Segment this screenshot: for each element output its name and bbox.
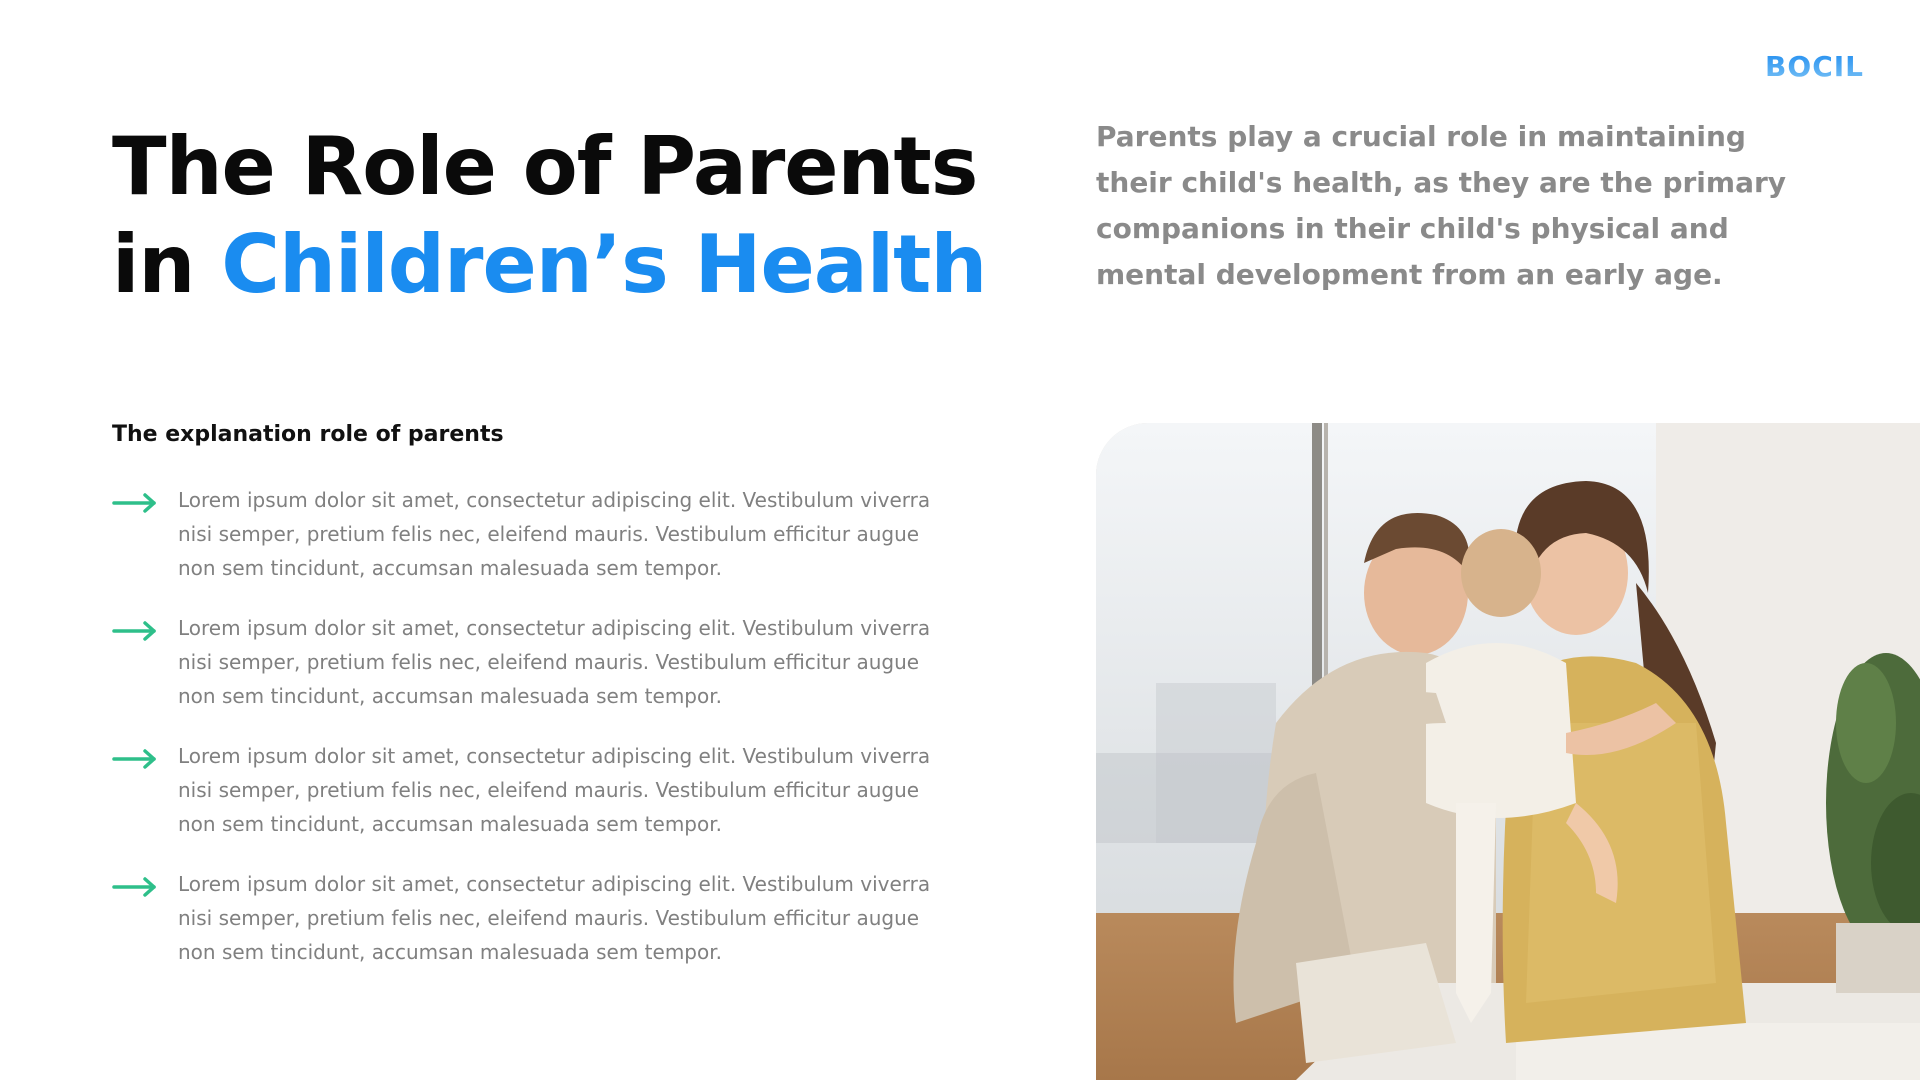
photo-illustration bbox=[1096, 423, 1920, 1080]
arrow-right-icon bbox=[112, 616, 178, 646]
point-text: Lorem ipsum dolor sit amet, consectetur adipiscing elit. Vestibulum viverra nisi semper, pretium felis nec, eleifend mauris. Vestibulum efficitur augue non sem tincidunt, accumsan malesuada sem tempor. bbox=[178, 488, 931, 580]
brand-logo: BOCIL bbox=[1765, 50, 1864, 83]
family-hug-photo bbox=[1096, 423, 1920, 1080]
title-line-1: The Role of Parents bbox=[112, 120, 978, 213]
arrow-right-icon bbox=[112, 744, 178, 774]
list-item bbox=[112, 488, 952, 616]
title-accent: Children’s Health bbox=[221, 218, 987, 311]
list-item bbox=[112, 744, 952, 872]
arrow-right-icon bbox=[112, 488, 178, 518]
list-item bbox=[112, 872, 952, 1000]
page-title bbox=[112, 118, 1012, 314]
point-text: Lorem ipsum dolor sit amet, consectetur adipiscing elit. Vestibulum viverra nisi semper, pretium felis nec, eleifend mauris. Vestibulum efficitur augue non sem tincidunt, accumsan malesuada sem tempor. bbox=[178, 616, 931, 708]
arrow-right-icon bbox=[112, 872, 178, 902]
list-item bbox=[112, 616, 952, 744]
point-text: Lorem ipsum dolor sit amet, consectetur adipiscing elit. Vestibulum viverra nisi semper, pretium felis nec, eleifend mauris. Vestibulum efficitur augue non sem tincidunt, accumsan malesuada sem tempor. bbox=[178, 744, 931, 836]
section-subheading: The explanation role of parents bbox=[112, 422, 504, 447]
points-list bbox=[112, 488, 952, 1000]
title-line-2-prefix: in bbox=[112, 218, 222, 311]
intro-paragraph: Parents play a crucial role in maintaining their child's health, as they are the primary companions in their child's physical and mental development from an early age. bbox=[1096, 120, 1787, 291]
point-text: Lorem ipsum dolor sit amet, consectetur adipiscing elit. Vestibulum viverra nisi semper, pretium felis nec, eleifend mauris. Vestibulum efficitur augue non sem tincidunt, accumsan malesuada sem tempor. bbox=[178, 872, 931, 964]
